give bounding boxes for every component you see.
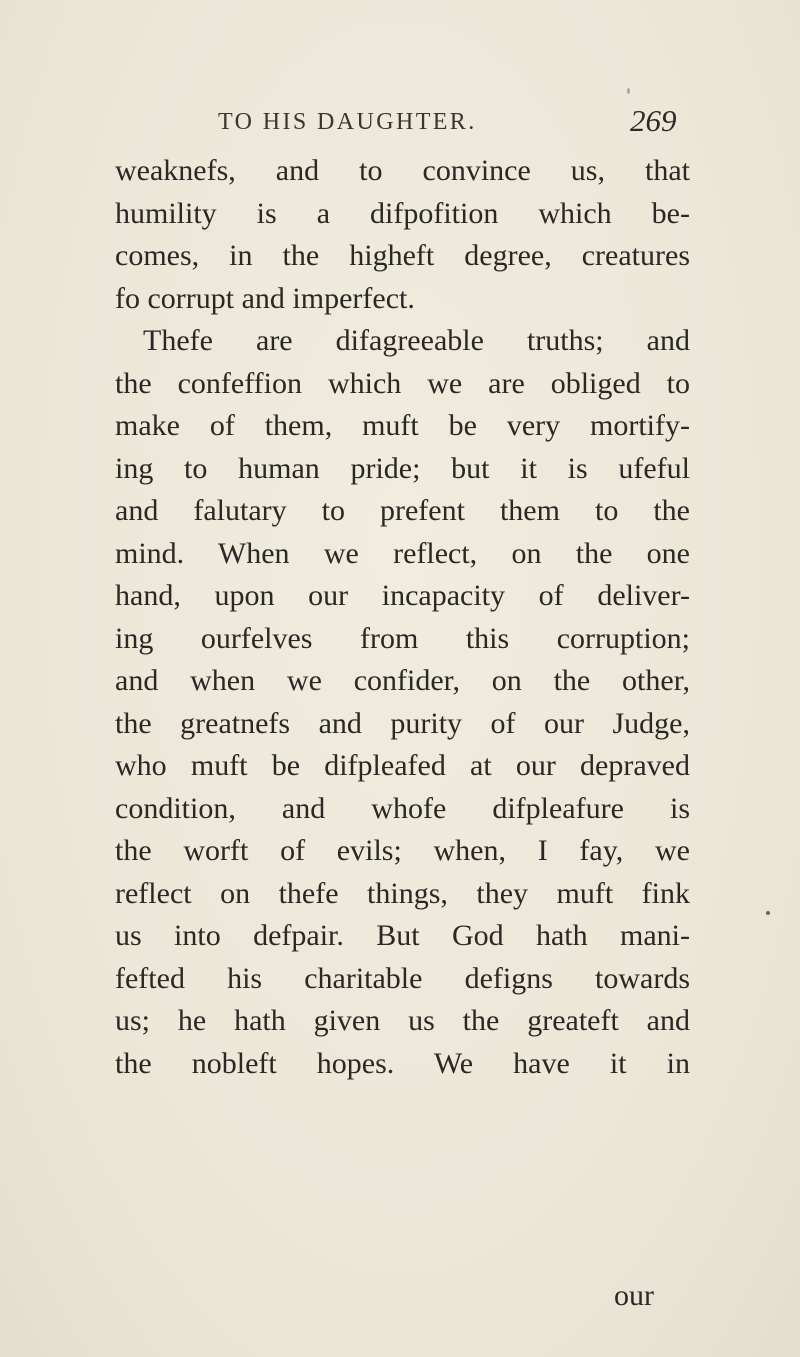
text-line: who muft be difpleafed at our depraved (115, 749, 690, 782)
text-line: and falutary to prefent them to the (115, 494, 690, 527)
catchword: our (614, 1279, 654, 1312)
text-line: weaknefs, and to convince us, that (115, 154, 690, 187)
text-line: hand, upon our incapacity of deliver- (115, 579, 690, 612)
text-line: comes, in the higheft degree, creatures (115, 239, 690, 272)
text-line: Thefe are difagreeable truths; and (143, 324, 690, 357)
text-line: make of them, muft be very mortify- (115, 409, 690, 442)
text-line: fo corrupt and imperfect. (115, 281, 415, 315)
paper-speck (766, 911, 770, 915)
text-line: mind. When we reflect, on the one (115, 536, 690, 570)
text-line: the nobleft hopes. We have it in (115, 1046, 690, 1080)
page-header (218, 103, 688, 151)
text-line: reflect on thefe things, they muft fink (115, 876, 690, 910)
text-line: ing ourfelves from this corruption; (115, 621, 690, 655)
body-text (115, 150, 690, 1085)
text-line: the worft of evils; when, I fay, we (115, 834, 690, 867)
text-line: the greatnefs and purity of our Judge, (115, 706, 690, 740)
text-line: fefted his charitable defigns towards (115, 961, 690, 995)
text-line: us into defpair. But God hath mani- (115, 919, 690, 952)
paper-speck (627, 88, 630, 94)
page-number: 269 (630, 103, 677, 138)
text-line: and when we confider, on the other, (115, 664, 690, 697)
text-line: us; he hath given us the greateft and (115, 1004, 690, 1037)
text-line: the confeffion which we are obliged to (115, 366, 690, 400)
text-line: ing to human pride; but it is ufeful (115, 451, 690, 485)
text-line: condition, and whofe difpleafure is (115, 791, 690, 825)
text-line: humility is a difpofition which be- (115, 196, 690, 230)
running-head: TO HIS DAUGHTER. (218, 109, 477, 135)
